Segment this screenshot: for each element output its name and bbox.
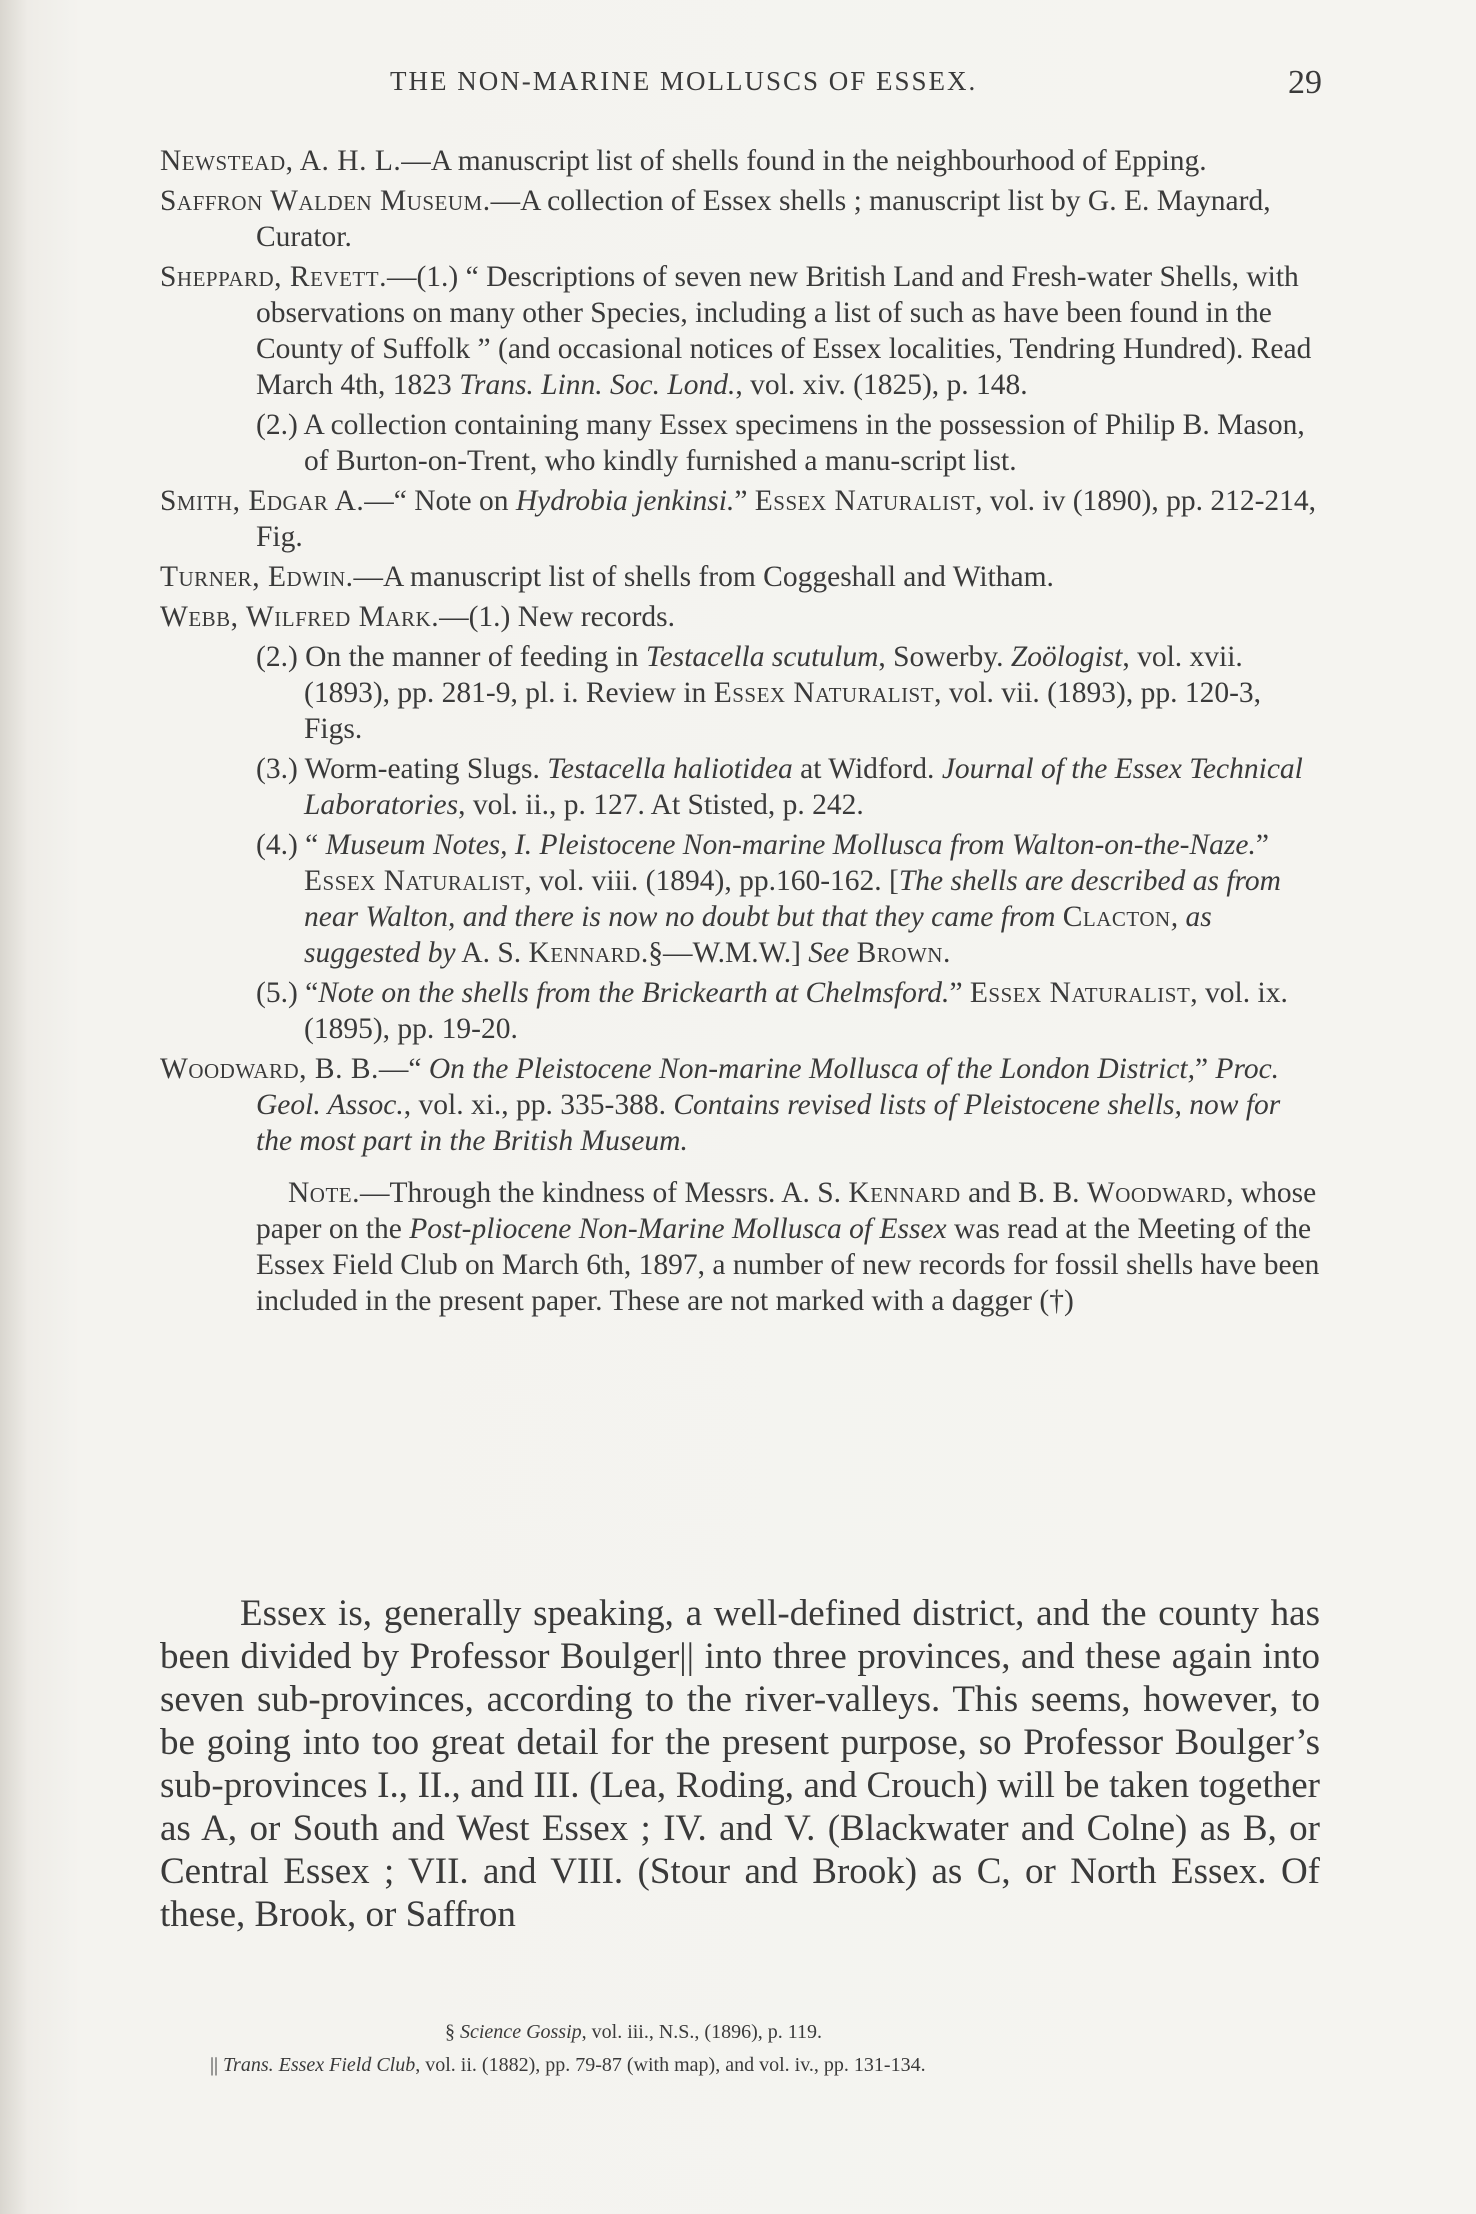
entry-tail: ” bbox=[734, 485, 755, 517]
bib-subentry-webb-5 bbox=[256, 975, 1320, 1047]
footnotes bbox=[160, 2016, 1320, 2082]
author-name: Turner, Edwin. bbox=[160, 561, 354, 593]
entry-text: , vol. ix. (1895), pp. 19-20. bbox=[304, 977, 1288, 1045]
entry-text: , vol. ii., p. 127. At Stisted, p. 242. bbox=[458, 789, 864, 821]
footnote-trans-essex bbox=[160, 2049, 1320, 2082]
entry-text: A. S. bbox=[455, 937, 529, 969]
bib-entry-turner bbox=[160, 559, 1320, 595]
entry-text bbox=[849, 937, 856, 969]
place-name: Clacton bbox=[1062, 901, 1171, 933]
entry-text: ” bbox=[1194, 1053, 1216, 1085]
entry-text: ” bbox=[949, 977, 970, 1009]
footnote-mark: § bbox=[445, 2021, 455, 2043]
entry-text: (5.) “ bbox=[256, 977, 319, 1009]
entry-text: .§—W.M.W.] bbox=[640, 937, 809, 969]
entry-text: (4.) “ bbox=[256, 829, 326, 861]
entry-text: ” bbox=[1255, 829, 1269, 861]
entry-text: —A manuscript list of shells from Coggeshall and Witham. bbox=[353, 561, 1054, 593]
bib-subentry-webb-4 bbox=[256, 827, 1320, 971]
note-text: —Through the kindness of Messrs. A. S. bbox=[360, 1177, 849, 1209]
note-paragraph bbox=[256, 1175, 1320, 1319]
note-text: and B. B. bbox=[960, 1177, 1087, 1209]
author-name: Kennard bbox=[528, 937, 641, 969]
bib-entry-smith bbox=[160, 483, 1320, 555]
entry-text: . bbox=[942, 937, 951, 969]
entry-text: —A manuscript list of shells found in the neighbourhood of Epping. bbox=[401, 145, 1207, 177]
author-name: Newstead, A. H. L. bbox=[160, 145, 402, 177]
bib-entry-saffron-walden bbox=[160, 183, 1320, 255]
footnote-text: , vol. ii. (1882), pp. 79-87 (with map), and vol. iv., pp. 131-134. bbox=[415, 2054, 926, 2076]
footnote-mark: || bbox=[210, 2054, 219, 2076]
body-text bbox=[160, 1592, 1320, 1936]
journal-title: Proc. Geol. Assoc. bbox=[256, 1053, 1280, 1121]
bib-subentry-webb-3 bbox=[256, 751, 1320, 823]
article-title: Post-pliocene Non-Marine Mollusca of Essex bbox=[409, 1213, 947, 1245]
entry-text: —“ Note on bbox=[364, 485, 516, 517]
footnote-text: , vol. iii., N.S., (1896), p. 119. bbox=[581, 2021, 823, 2043]
note-text: was read at the Meeting of the Essex Field Club on March 6th, 1897, a number of new records for fossil shells have been included in the present paper. These are not marked with a dagger (†) bbox=[256, 1213, 1320, 1317]
author-name: Webb, Wilfred Mark. bbox=[160, 601, 440, 633]
editorial-note: , bbox=[1170, 901, 1186, 933]
page-number: 29 bbox=[1288, 64, 1322, 101]
journal-title: Journal of the Essex Technical Laboratories bbox=[304, 753, 1303, 821]
bib-subentry-sheppard-2 bbox=[256, 407, 1320, 479]
article-title: On the Pleistocene Non-marine Mollusca of the London District, bbox=[428, 1053, 1195, 1085]
note-label: Note. bbox=[288, 1177, 360, 1209]
author-name: Brown bbox=[856, 937, 943, 969]
body-paragraph: Essex is, generally speaking, a well-defined district, and the county has been divided by Professor Boulger|| into three provinces, and these again into seven sub-provinces, according to the river-valleys. This seems, however, to be going into too great detail for the present purpose, so Professor Boulger’s sub-provinces I., II., and III. (Lea, Roding, and Crouch) will be taken together as A, or South and West Essex ; IV. and V. (Blackwater and Colne) as B, or Central Essex ; VII. and VIII. (Stour and Brook) as C, or North Essex. Of these, Brook, or Saffron bbox=[160, 1593, 1320, 1935]
article-title: Museum Notes, I. Pleistocene Non-marine Mollusca from Walton-on-the-Naze. bbox=[325, 829, 1256, 861]
author-name: Woodward, B. B. bbox=[160, 1053, 379, 1085]
journal-title: Zoölogist bbox=[1010, 641, 1123, 673]
entry-text: —A collection of Essex shells ; manuscript list by G. E. Maynard, Curator. bbox=[256, 185, 1271, 253]
author-name: Kennard bbox=[848, 1177, 961, 1209]
bibliography bbox=[160, 143, 1320, 1319]
entry-remark: Contains revised lists of Pleistocene shells, now for the most part in the British Museum. bbox=[256, 1089, 1281, 1157]
entry-text: (2.) A collection containing many Essex specimens in the possession of Philip B. Mason, of Burton-on-Trent, who kindly furnished a manu-script list. bbox=[256, 409, 1305, 477]
author-name: Woodward bbox=[1086, 1177, 1227, 1209]
entry-text: —“ bbox=[378, 1053, 429, 1085]
journal-title: Essex Naturalist bbox=[713, 677, 935, 709]
journal-title: Essex Naturalist bbox=[969, 977, 1191, 1009]
bib-subentry-webb-2 bbox=[256, 639, 1320, 747]
journal-title: Trans. Essex Field Club bbox=[223, 2054, 416, 2076]
entry-tail: , vol. xiv. (1825), p. 148. bbox=[735, 369, 1028, 401]
species-name: Testacella haliotidea bbox=[547, 753, 793, 785]
article-title: Note on the shells from the Brickearth at Chelmsford. bbox=[318, 977, 950, 1009]
bib-entry-sheppard bbox=[160, 259, 1320, 403]
entry-text: , vol. vii. (1893), pp. 120-3, Figs. bbox=[304, 677, 1262, 745]
bib-entry-woodward bbox=[160, 1051, 1320, 1159]
running-title: THE NON-MARINE MOLLUSCS OF ESSEX. bbox=[390, 66, 978, 96]
entry-text: , vol. xi., pp. 335-388. bbox=[403, 1089, 674, 1121]
journal-title: Trans. Linn. Soc. Lond. bbox=[459, 369, 736, 401]
entry-tail: , vol. iv (1890), pp. 212-214, Fig. bbox=[256, 485, 1317, 553]
journal-title: Essex Naturalist bbox=[304, 865, 525, 897]
journal-title: Essex Naturalist bbox=[754, 485, 976, 517]
author-name: Smith, Edgar A. bbox=[160, 485, 365, 517]
entry-text: (2.) On the manner of feeding in bbox=[256, 641, 646, 673]
bib-entry-newstead bbox=[160, 143, 1320, 179]
entry-text: at Widford. bbox=[792, 753, 942, 785]
entry-text: , vol. viii. (1894), pp.160-162. [ bbox=[524, 865, 899, 897]
entry-text: , vol. xvii. (1893), pp. 281-9, pl. i. Review in bbox=[304, 641, 1243, 709]
editorial-note: The shells are described as from near Walton, and there is now no doubt but that they came from bbox=[304, 865, 1281, 933]
author-name: Sheppard, Revett. bbox=[160, 261, 387, 293]
editorial-note: as suggested by bbox=[304, 901, 1212, 969]
footnote-science-gossip bbox=[160, 2016, 1320, 2049]
bib-entry-webb bbox=[160, 599, 1320, 635]
see-reference: See bbox=[808, 937, 850, 969]
entry-text: , Sowerby. bbox=[878, 641, 1011, 673]
species-name: Hydrobia jenkinsi. bbox=[515, 485, 735, 517]
note-text: , whose paper on the bbox=[256, 1177, 1317, 1245]
entry-text: —(1.) New records. bbox=[439, 601, 675, 633]
author-name: Saffron Walden Museum. bbox=[160, 185, 491, 217]
entry-text: (3.) Worm-eating Slugs. bbox=[256, 753, 548, 785]
journal-title: Science Gossip bbox=[460, 2021, 582, 2043]
entry-text: —(1.) “ Descriptions of seven new British Land and Fresh-water Shells, with observations on many other Species, including a list of such as have been found in the County of Suffolk ” (and occasional notices of Essex localities, Tendring Hundred). Read March 4th, 1823 bbox=[256, 261, 1312, 401]
page-header bbox=[160, 64, 1330, 108]
species-name: Testacella scutulum bbox=[645, 641, 879, 673]
